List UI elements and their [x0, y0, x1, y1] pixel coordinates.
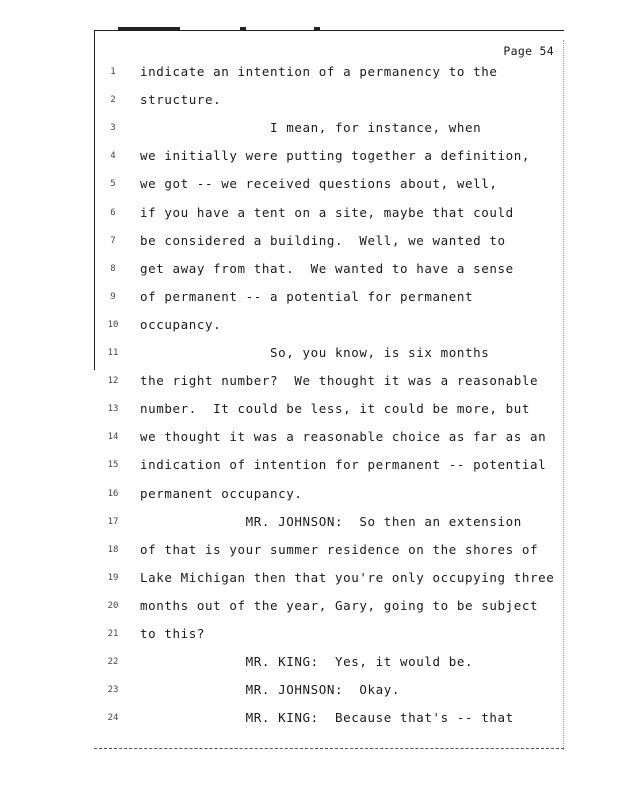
line-text: to this? — [140, 626, 206, 641]
line-text: be considered a building. Well, we wanted to — [140, 232, 506, 248]
line-number: 23 — [107, 685, 119, 696]
transcript-line — [0, 64, 618, 82]
line-number: 18 — [107, 544, 119, 555]
line-text: Lake Michigan then that you're only occupying three — [140, 569, 555, 585]
line-text: we initially were putting together a definition, — [140, 148, 531, 164]
transcript-line — [0, 373, 618, 391]
transcript-line — [0, 542, 618, 560]
line-text: of that is your summer residence on the shores of — [140, 541, 539, 557]
transcript-line — [0, 148, 618, 166]
transcript-line — [0, 654, 618, 672]
line-number: 4 — [110, 151, 116, 162]
transcript-line — [0, 486, 618, 504]
transcript-line — [0, 261, 618, 279]
line-number: 8 — [110, 263, 116, 274]
line-number: 5 — [110, 179, 116, 190]
line-text: we thought it was a reasonable choice as far as an — [140, 429, 547, 445]
line-text: MR. JOHNSON: So then an extension — [140, 513, 522, 529]
line-text: number. It could be less, it could be more, but — [140, 401, 531, 417]
line-number: 10 — [107, 319, 119, 330]
transcript-line — [0, 120, 618, 138]
line-text: the right number? We thought it was a reasonable — [140, 373, 539, 389]
line-number: 20 — [107, 600, 119, 611]
transcript-line — [0, 401, 618, 419]
transcript-line — [0, 205, 618, 223]
line-number: 13 — [107, 404, 119, 415]
line-text: MR. KING: Yes, it would be. — [140, 654, 474, 670]
line-number: 7 — [110, 235, 116, 246]
line-text: indication of intention for permanent -- potential — [140, 457, 547, 473]
frame-tick — [240, 27, 246, 30]
line-number: 6 — [110, 207, 116, 218]
transcript-line — [0, 457, 618, 475]
line-text: get away from that. We wanted to have a sense — [140, 260, 514, 276]
line-text: So, you know, is six months — [140, 345, 490, 360]
line-number: 9 — [110, 291, 116, 302]
line-text: months out of the year, Gary, going to be subject — [140, 597, 539, 613]
line-number: 3 — [110, 123, 116, 134]
line-text: of permanent -- a potential for permanent — [140, 288, 474, 304]
line-text: we got -- we received questions about, well, — [140, 176, 498, 192]
line-text: permanent occupancy. — [140, 485, 303, 501]
transcript-line — [0, 92, 618, 110]
line-text: indicate an intention of a permanency to the — [140, 64, 498, 79]
frame-tick — [118, 27, 180, 30]
line-number: 1 — [110, 67, 116, 77]
line-number: 21 — [107, 629, 119, 639]
transcript-line — [0, 345, 618, 363]
line-text: MR. JOHNSON: Okay. — [140, 682, 401, 698]
line-number: 17 — [107, 516, 119, 527]
transcript-line — [0, 710, 618, 728]
line-number: 19 — [107, 572, 119, 583]
transcript-line — [0, 626, 618, 644]
line-number: 24 — [107, 713, 119, 724]
transcript-line — [0, 429, 618, 447]
line-number: 22 — [107, 657, 119, 668]
frame-tick — [314, 27, 320, 30]
transcript-line — [0, 598, 618, 616]
line-number: 12 — [107, 376, 119, 387]
transcript-line — [0, 570, 618, 588]
page-number: Page 54 — [503, 44, 554, 58]
page-frame-top — [94, 30, 564, 31]
transcript-line — [0, 682, 618, 700]
transcript-line — [0, 289, 618, 307]
line-text: occupancy. — [140, 316, 222, 332]
line-number: 14 — [107, 432, 119, 443]
line-number: 15 — [107, 460, 119, 471]
line-text: I mean, for instance, when — [140, 120, 482, 136]
line-text: structure. — [140, 92, 222, 108]
line-text: MR. KING: Because that's -- that — [140, 710, 514, 726]
transcript-line — [0, 317, 618, 335]
line-text: if you have a tent on a site, maybe that could — [140, 204, 514, 220]
transcript-line — [0, 514, 618, 532]
line-number: 11 — [107, 348, 119, 358]
line-number: 2 — [110, 95, 116, 106]
transcript-line — [0, 176, 618, 194]
line-number: 16 — [107, 488, 119, 499]
page-frame-bottom — [94, 748, 564, 749]
transcript-line — [0, 233, 618, 251]
